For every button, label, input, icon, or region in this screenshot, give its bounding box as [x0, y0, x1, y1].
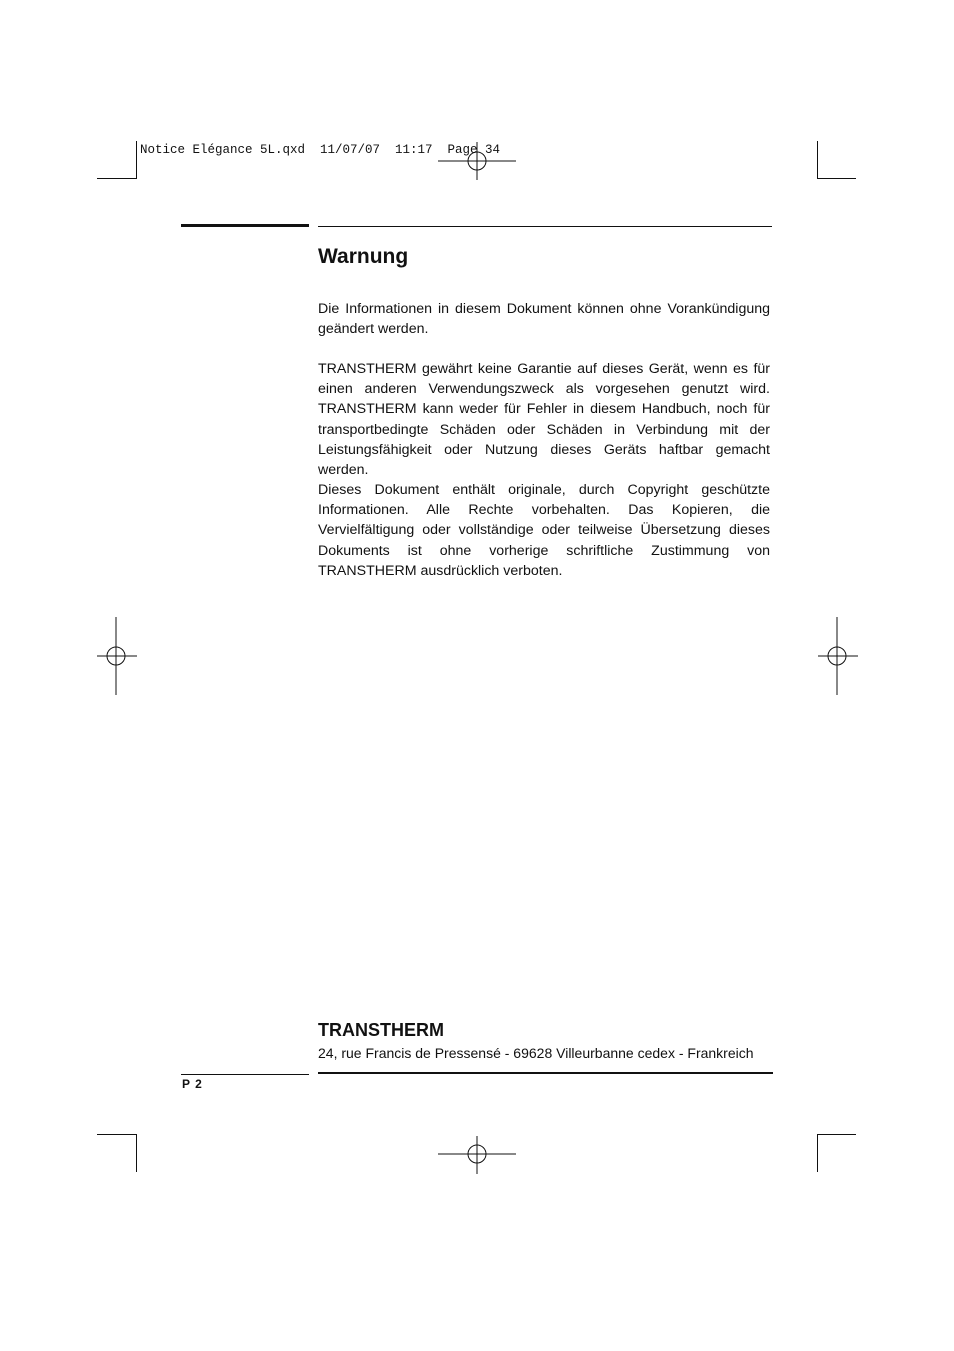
- footer-address: 24, rue Francis de Pressensé - 69628 Villeurbanne cedex - Frankreich: [318, 1045, 754, 1061]
- page-number: P 2: [182, 1077, 203, 1091]
- paragraph-warranty: TRANSTHERM gewährt keine Garantie auf dieses Gerät, wenn es für einen anderen Verwendungszweck als vorgesehen genutzt wird. TRANSTHERM kann weder für Fehler in diesem Handbuch, noch für transportbedingte Schäden oder Schäden in Verbindung mit der Leistungsfähigkeit oder Nutzung dieses Geräts haftbar gemacht werden.: [318, 361, 770, 479]
- registration-mark-top-icon: [438, 142, 516, 180]
- crop-mark-top-right-h: [818, 178, 856, 179]
- crop-mark-top-left-v: [136, 141, 137, 179]
- footer-rule-thick: [318, 1072, 773, 1074]
- crop-mark-bottom-right-v: [817, 1134, 818, 1172]
- registration-mark-left-icon: [97, 617, 137, 695]
- registration-mark-bottom-icon: [438, 1136, 516, 1174]
- footer-brand: TRANSTHERM: [318, 1020, 444, 1040]
- page-title: Warnung: [318, 245, 409, 268]
- print-slug: Notice Elégance 5L.qxd 11/07/07 11:17 Page 34: [140, 143, 501, 157]
- paragraph-copyright: Dieses Dokument enthält originale, durch Copyright geschützte Informationen. Alle Rechte vorbehalten. Das Kopieren, die Vervielfältigung oder vollständige oder teilweise Übersetzung dieses Dokuments ist ohne vorherige schriftliche Zustimmung von TRANSTHERM ausdrücklich verboten.: [318, 482, 770, 579]
- paragraph-notice: Die Informationen in diesem Dokument können ohne Vorankündigung geändert werden.: [318, 301, 770, 338]
- crop-mark-bottom-left-v: [136, 1134, 137, 1172]
- header-rule-thick: [181, 224, 309, 227]
- crop-mark-bottom-right-h: [818, 1134, 856, 1135]
- header-rule-thin: [318, 226, 772, 227]
- crop-mark-top-right-v: [817, 141, 818, 179]
- crop-mark-bottom-left-h: [97, 1134, 136, 1135]
- crop-mark-top-left-h: [97, 178, 136, 179]
- footer-rule-thin: [181, 1074, 309, 1075]
- registration-mark-right-icon: [818, 617, 858, 695]
